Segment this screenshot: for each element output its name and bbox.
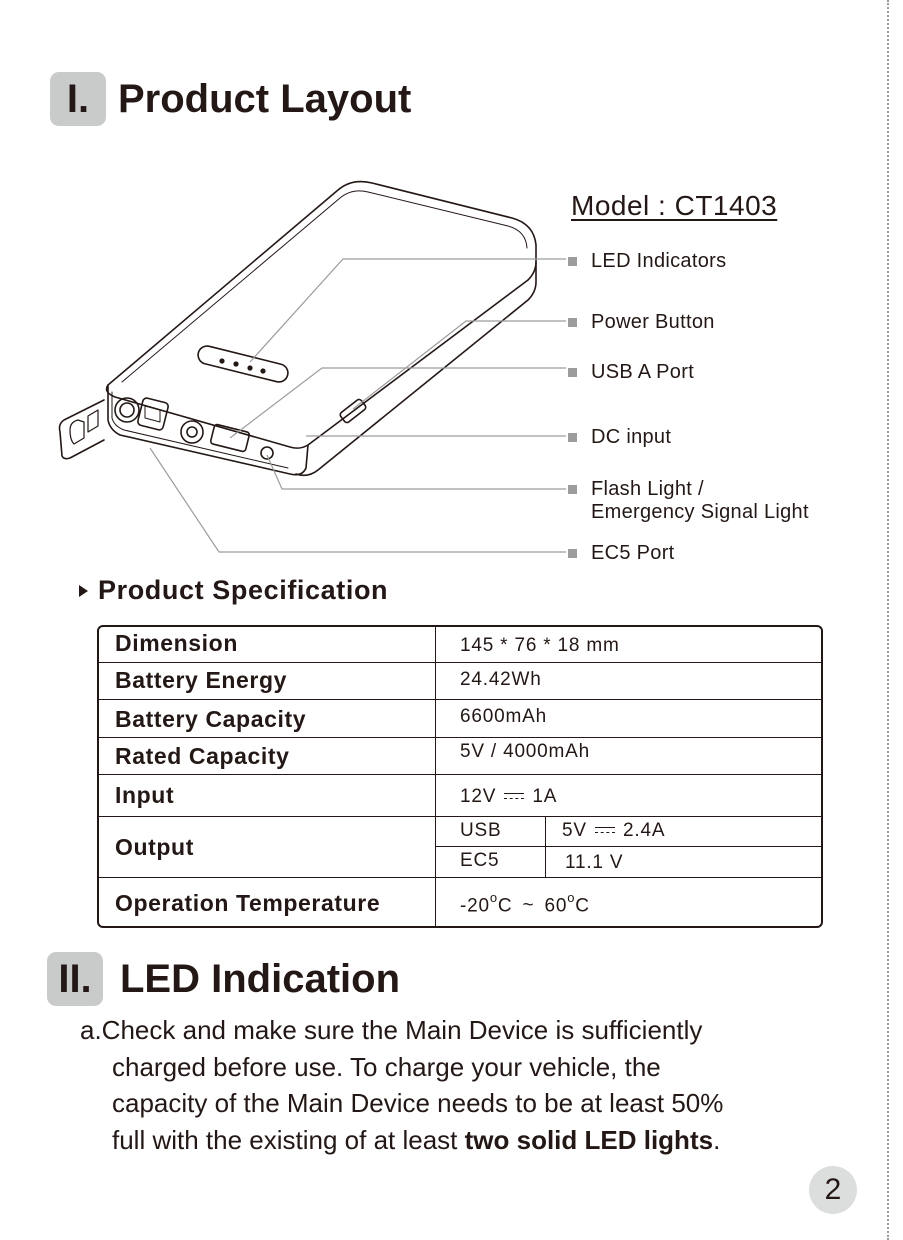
spec-value-dimension: 145 * 76 * 18 mm xyxy=(460,635,620,656)
dc-symbol-icon xyxy=(504,792,524,802)
output-ec5-port: EC5 xyxy=(460,850,500,871)
section-heading-product-layout xyxy=(50,72,411,126)
paragraph-line: charged before use. To charge your vehicle, the xyxy=(112,1051,661,1082)
spec-label-input: Input xyxy=(115,782,175,808)
spec-value-input xyxy=(460,786,557,808)
spec-label-operation-temperature: Operation Temperature xyxy=(115,890,381,916)
led-instructions-paragraph xyxy=(80,1012,840,1158)
callout-label: EC5 Port xyxy=(591,542,675,564)
callout-marker xyxy=(568,549,577,558)
spec-label-output: Output xyxy=(115,834,194,860)
callout-ec5-port xyxy=(568,542,675,565)
power-bank-illustration xyxy=(0,170,570,570)
section-number-badge: II. xyxy=(47,952,103,1006)
degree-mark: o xyxy=(489,890,498,905)
spec-label-battery-capacity: Battery Capacity xyxy=(115,706,307,732)
callout-dc-input xyxy=(568,426,671,449)
callout-marker xyxy=(568,433,577,442)
model-label: Model : CT1403 xyxy=(571,190,778,221)
usb-voltage: 5V xyxy=(562,820,587,841)
spec-label-battery-energy: Battery Energy xyxy=(115,667,288,693)
callout-led-indicators xyxy=(568,250,726,273)
callout-power-button xyxy=(568,311,715,334)
paragraph-text: . xyxy=(713,1124,721,1155)
usb-current: 2.4A xyxy=(623,820,666,841)
section-title: LED Indication xyxy=(120,956,400,1001)
temp-unit: C xyxy=(575,895,590,917)
temp-unit: C xyxy=(497,895,513,917)
output-ec5-value: 11.1 V xyxy=(565,852,624,873)
table-column-divider xyxy=(545,816,546,877)
paragraph-text: full with the existing of at least xyxy=(112,1124,465,1155)
paragraph-line: capacity of the Main Device needs to be at least 50% xyxy=(112,1088,724,1118)
section-number-badge: I. xyxy=(50,72,106,126)
section-heading-led-indication xyxy=(47,952,400,1006)
callout-label: USB A Port xyxy=(591,361,695,383)
table-divider xyxy=(99,662,821,663)
paragraph-emphasis: two solid LED lights xyxy=(464,1124,714,1155)
callout-usb-a-port xyxy=(568,361,694,384)
table-divider xyxy=(99,737,821,738)
spec-value-operation-temperature xyxy=(460,892,590,917)
input-voltage: 12V xyxy=(460,786,497,807)
table-divider xyxy=(99,877,821,878)
callout-label-line1: Flash Light / xyxy=(591,478,704,500)
page-number: 2 xyxy=(809,1166,857,1214)
paragraph-line: a.Check and make sure the Main Device is sufficiently xyxy=(80,1015,703,1045)
spec-label-rated-capacity: Rated Capacity xyxy=(115,743,290,769)
callout-label xyxy=(591,478,809,524)
temp-separator: ~ xyxy=(522,895,535,917)
spec-value-battery-energy: 24.42Wh xyxy=(460,669,542,690)
spec-table xyxy=(97,625,823,928)
triangle-bullet-icon xyxy=(79,585,88,597)
spec-value-rated-capacity: 5V / 4000mAh xyxy=(460,741,591,762)
callout-marker xyxy=(568,485,577,494)
temp-high: 60 xyxy=(544,895,568,917)
callout-label: Power Button xyxy=(591,311,715,333)
input-current: 1A xyxy=(532,786,558,807)
table-divider xyxy=(99,699,821,700)
callout-flash-light xyxy=(568,478,809,524)
spec-heading xyxy=(79,575,388,606)
table-divider xyxy=(99,774,821,775)
spec-label-dimension: Dimension xyxy=(115,630,238,656)
degree-mark: o xyxy=(567,890,576,905)
callout-label: DC input xyxy=(591,426,672,448)
section-title: Product Layout xyxy=(118,76,412,121)
paragraph-line xyxy=(80,1122,840,1159)
output-usb-value xyxy=(562,820,665,842)
temp-low: -20 xyxy=(460,895,490,917)
spec-heading-text: Product Specification xyxy=(98,575,389,605)
table-divider xyxy=(435,846,821,847)
page-edge-dotted-line xyxy=(887,0,889,1240)
callout-label-line2: Emergency Signal Light xyxy=(591,501,809,523)
callout-marker xyxy=(568,368,577,377)
dc-symbol-icon xyxy=(595,826,615,836)
callout-marker xyxy=(568,318,577,327)
spec-value-battery-capacity: 6600mAh xyxy=(460,706,547,727)
table-column-divider xyxy=(435,627,436,926)
output-usb-port: USB xyxy=(460,820,502,841)
callout-label: LED Indicators xyxy=(591,250,727,272)
callout-marker xyxy=(568,257,577,266)
table-divider xyxy=(99,816,821,817)
